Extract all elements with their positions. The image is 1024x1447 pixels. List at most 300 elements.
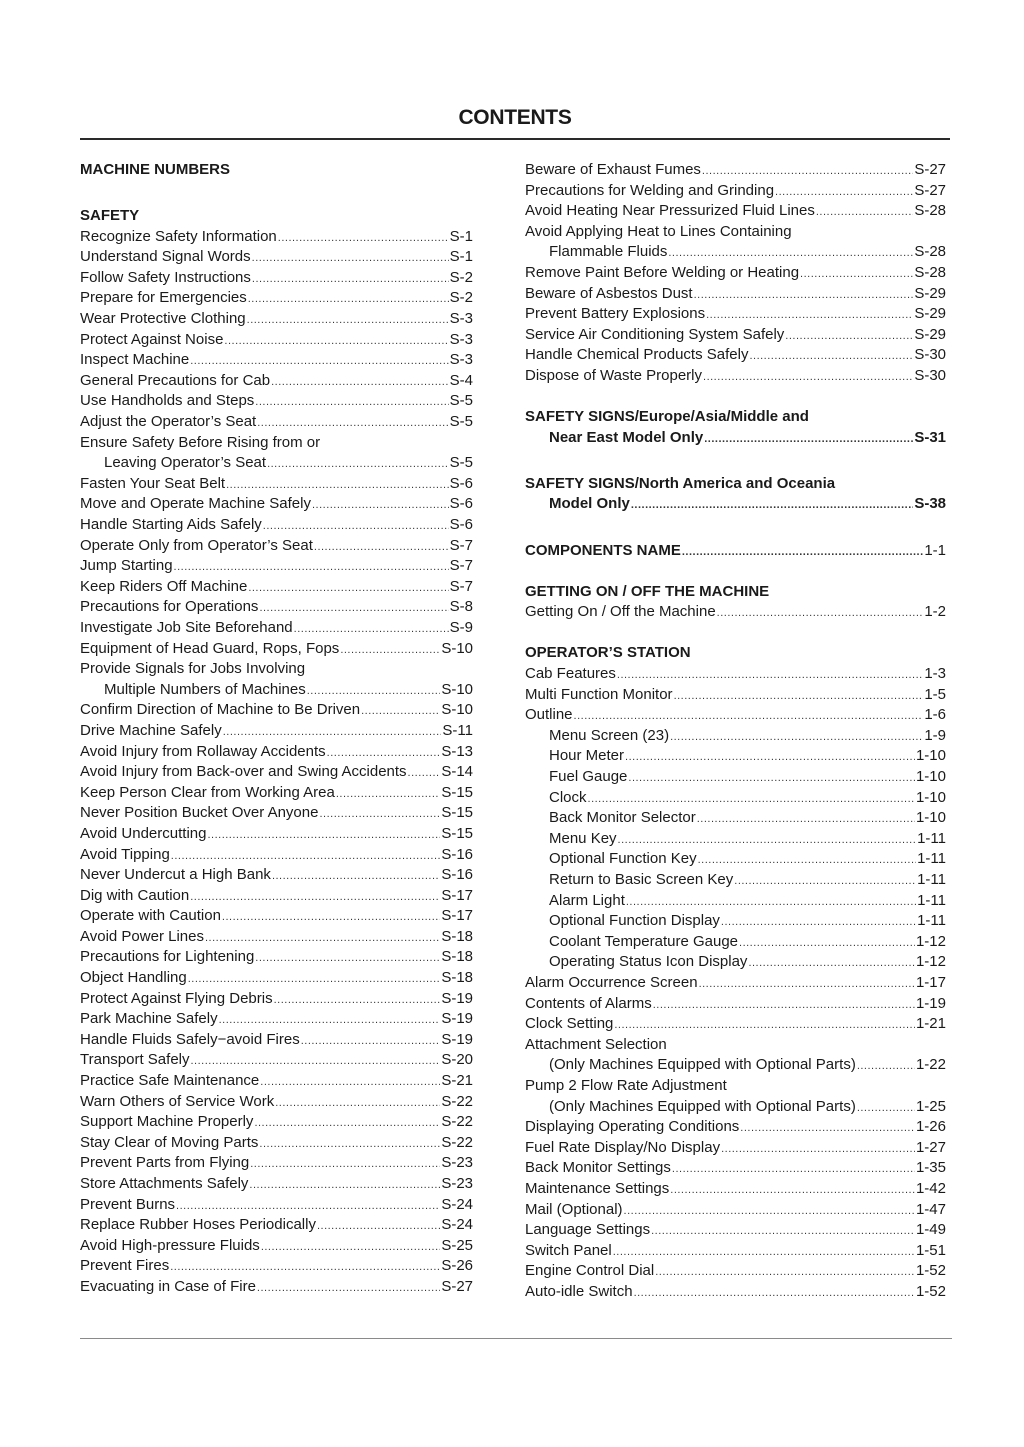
entry-page: S-29 [914,305,946,323]
entry-title: Object Handling [80,969,187,987]
dot-leader [314,536,449,558]
spacer [525,515,946,541]
toc-entry[interactable] [525,1097,946,1118]
entry-title: Support Machine Properly [80,1113,254,1131]
toc-entry-safety-signs-na[interactable] [525,494,946,515]
toc-entry[interactable] [80,618,473,639]
entry-page: S-38 [914,495,946,513]
toc-entry-title-line[interactable]: Avoid Applying Heat to Lines Containing [525,222,792,240]
entry-page: 1-10 [915,747,946,765]
dot-leader [190,350,448,372]
entry-page: S-27 [914,181,946,199]
toc-entry[interactable] [525,1055,946,1076]
entry-title: Contents of Alarms [525,994,652,1012]
entry-page: S-3 [449,351,473,369]
dot-leader [672,1158,915,1180]
entry-page: 1-11 [917,850,946,868]
toc-entry[interactable] [80,1112,473,1133]
dot-leader [255,947,440,969]
entry-title: Back Monitor Settings [525,1159,671,1177]
entry-title: Flammable Fluids [549,243,668,261]
entry-page: 1-9 [924,726,946,744]
toc-entry[interactable] [525,952,946,973]
dot-leader [275,1092,440,1114]
entry-page: S-17 [441,886,473,904]
toc-entry[interactable] [525,891,946,912]
toc-entry[interactable] [80,288,473,309]
toc-entry[interactable] [80,515,473,536]
toc-entry[interactable] [80,845,473,866]
entry-title: Operating Status Icon Display [549,953,748,971]
entry-page: S-17 [441,907,473,925]
dot-leader [257,412,448,434]
toc-entry[interactable] [80,1071,473,1092]
toc-entry-title-line[interactable]: Pump 2 Flow Rate Adjustment [525,1076,727,1094]
entry-title: Avoid Power Lines [80,927,204,945]
entry-title: Recognize Safety Information [80,227,277,245]
dot-leader [670,1179,915,1201]
entry-page: S-23 [441,1175,473,1192]
entry-title: Store Attachments Safely [80,1175,249,1192]
dot-leader [223,721,442,743]
dot-leader [749,345,913,367]
entry-title: (Only Machines Equipped with Optional Parts) [549,1097,856,1115]
dot-leader [674,685,924,707]
toc-entry[interactable] [80,309,473,330]
entry-title: Operate Only from Operator’s Seat [80,536,313,554]
entry-title: Protect Against Flying Debris [80,989,273,1007]
entry-title: COMPONENTS NAME [525,541,681,559]
dot-leader [625,746,915,768]
entry-page: 1-27 [915,1138,946,1156]
footer-rule [80,1338,952,1339]
toc-entry[interactable] [525,284,946,305]
dot-leader [176,1195,440,1217]
toc-entry[interactable] [525,994,946,1015]
toc-entry[interactable] [525,366,946,387]
toc-entry[interactable] [525,808,946,829]
toc-left-column [80,160,473,1298]
dot-leader [263,515,449,537]
entry-page: 1-52 [915,1262,946,1280]
entry-title: Alarm Occurrence Screen [525,973,698,991]
entry-title: Jump Starting [80,557,173,575]
entry-title: Prevent Parts from Flying [80,1154,250,1172]
dot-leader [226,474,449,496]
entry-page: 1-42 [915,1179,946,1197]
dot-leader [631,494,913,516]
dot-leader [748,952,915,974]
dot-leader [721,911,916,933]
page-title: CONTENTS [458,106,572,129]
toc-entry[interactable] [525,160,946,181]
toc-entry[interactable] [525,1138,946,1159]
entry-title: Never Undercut a High Bank [80,866,271,884]
toc-entry[interactable] [80,412,473,433]
toc-entry[interactable] [525,242,946,263]
entry-title: Equipment of Head Guard, Rops, Fops [80,639,340,657]
dot-leader [250,1153,440,1175]
dot-leader [274,989,441,1011]
entry-title: Getting On / Off the Machine [525,603,716,621]
entry-page: S-28 [914,243,946,261]
entry-title: Avoid Injury from Back-over and Swing Accidents [80,763,407,781]
entry-page: S-7 [449,577,473,595]
toc-entry[interactable] [525,201,946,222]
toc-entry[interactable] [80,494,473,515]
toc-entry[interactable] [80,989,473,1010]
dot-leader [271,371,449,393]
dot-leader [224,330,448,352]
toc-entry[interactable] [80,597,473,618]
operator-entry-list [525,664,946,1302]
toc-entry[interactable] [80,1153,473,1174]
dot-leader [170,1256,440,1278]
section-heading-operators-station[interactable]: OPERATOR’S STATION [525,644,691,662]
entry-title: Multi Function Monitor [525,685,673,703]
toc-entry[interactable] [80,1174,473,1195]
toc-entry[interactable] [525,870,946,891]
entry-page: 1-22 [915,1056,946,1074]
entry-title: Confirm Direction of Machine to Be Driven [80,701,361,719]
section-heading-safety-signs-eu[interactable]: SAFETY SIGNS/Europe/Asia/Middle and [525,408,809,426]
toc-entry[interactable] [525,263,946,284]
entry-page: 1-25 [915,1097,946,1115]
entry-page: S-22 [441,1113,473,1131]
entry-title: Precautions for Operations [80,598,259,616]
entry-page: S-19 [441,1010,473,1028]
entry-page: S-24 [441,1195,473,1213]
entry-title: Avoid Tipping [80,845,170,863]
toc-entry[interactable] [80,330,473,351]
entry-page: 1-2 [924,603,946,621]
entry-page: S-31 [914,428,946,446]
dot-leader [278,227,449,249]
entry-title: Investigate Job Site Beforehand [80,618,293,636]
dot-leader [702,160,913,182]
toc-entry[interactable] [80,1195,473,1216]
entry-title: Avoid High-pressure Fluids [80,1236,260,1254]
toc-entry[interactable] [525,911,946,932]
dot-leader [626,891,916,913]
dot-leader [222,906,440,928]
toc-entry[interactable] [80,639,473,660]
entry-page: 1-17 [915,973,946,991]
entry-title: Dispose of Waste Properly [525,366,703,384]
toc-entry[interactable] [80,1133,473,1154]
toc-entry[interactable] [80,1030,473,1051]
toc-entry[interactable] [80,371,473,392]
entry-title: Replace Rubber Hoses Periodically [80,1216,316,1234]
toc-entry-title-line[interactable]: Ensure Safety Before Rising from or [80,433,321,451]
entry-page: S-7 [449,536,473,554]
toc-entry[interactable] [525,1200,946,1221]
entry-title: Operate with Caution [80,907,221,925]
toc-entry[interactable] [80,721,473,742]
entry-page: S-30 [914,346,946,364]
toc-entry-title-line[interactable]: Attachment Selection [525,1035,667,1053]
toc-entry[interactable] [525,788,946,809]
toc-entry[interactable] [525,325,946,346]
spacer [525,448,946,474]
toc-entry[interactable] [80,227,473,248]
entry-title: Engine Control Dial [525,1262,655,1280]
section-heading-safety-signs-na[interactable]: SAFETY SIGNS/North America and Oceania [525,474,836,492]
entry-title: Outline [525,706,573,724]
dot-leader [340,639,440,661]
entry-page: S-8 [449,598,473,616]
entry-page: S-14 [441,763,473,781]
dot-leader [816,201,913,223]
entry-page: S-2 [449,289,473,307]
dot-leader [775,181,913,203]
entry-page: S-10 [441,701,473,719]
dot-leader [617,664,923,686]
toc-entry[interactable] [525,849,946,870]
dot-leader [734,870,916,892]
entry-page: 1-5 [924,685,946,703]
dot-leader [699,973,915,995]
spacer [525,561,946,582]
entry-title: Avoid Undercutting [80,824,207,842]
entry-title: Adjust the Operator’s Seat [80,413,257,431]
entry-title: Fuel Gauge [549,768,628,786]
toc-entry[interactable] [80,680,473,701]
entry-page: S-28 [914,263,946,281]
entry-page: S-28 [914,202,946,220]
toc-entry[interactable] [80,968,473,989]
dot-leader [717,602,924,624]
toc-entry[interactable] [80,783,473,804]
entry-page: S-5 [449,413,473,431]
entry-page: 1-11 [917,891,946,909]
toc-entry[interactable] [80,824,473,845]
toc-entry-title-line[interactable]: Provide Signals for Jobs Involving [80,660,306,678]
dot-leader [261,1236,441,1258]
toc-entry[interactable] [80,762,473,783]
toc-entry[interactable] [80,268,473,289]
dot-leader [272,865,440,887]
toc-entry[interactable] [80,577,473,598]
entry-page: 1-10 [915,809,946,827]
entry-page: S-19 [441,989,473,1007]
entry-title: Displaying Operating Conditions [525,1118,740,1136]
toc-entry[interactable] [80,906,473,927]
toc-entry[interactable] [525,1014,946,1035]
toc-entry[interactable] [525,1261,946,1282]
entry-page: S-23 [441,1154,473,1172]
dot-leader [704,428,913,450]
entry-title: Precautions for Welding and Grinding [525,181,775,199]
entry-page: 1-35 [915,1159,946,1177]
entry-page: S-19 [441,1030,473,1048]
toc-entry[interactable] [525,973,946,994]
entry-page: S-18 [441,927,473,945]
entry-title: Protect Against Noise [80,330,224,348]
toc-entry[interactable] [80,886,473,907]
entry-title: Prevent Burns [80,1195,176,1213]
entry-title: Clock [549,788,587,806]
entry-title: Return to Basic Screen Key [549,871,734,888]
toc-entry[interactable] [80,927,473,948]
toc-entry[interactable] [525,746,946,767]
toc-entry[interactable] [80,1256,473,1277]
dot-leader [857,1055,915,1077]
toc-entry[interactable] [525,1117,946,1138]
toc-entry[interactable] [80,536,473,557]
dot-leader [248,288,449,310]
toc-entry[interactable] [525,932,946,953]
dot-leader [190,886,440,908]
toc-entry[interactable] [80,556,473,577]
dot-leader [655,1261,915,1283]
entry-title: Inspect Machine [80,351,190,369]
entry-page: S-6 [449,474,473,492]
dot-leader [574,705,924,727]
toc-entry[interactable] [525,664,946,685]
section-heading-safety[interactable]: SAFETY [80,207,140,225]
entry-title: Remove Paint Before Welding or Heating [525,263,800,281]
toc-entry[interactable] [525,1158,946,1179]
entry-page: S-18 [441,948,473,966]
dot-leader [653,994,915,1016]
dot-leader [698,849,916,871]
toc-entry[interactable] [80,474,473,495]
entry-page: 1-10 [915,768,946,786]
dot-leader [651,1220,915,1242]
entry-title: Beware of Exhaust Fumes [525,161,701,178]
dot-leader [219,1009,441,1031]
toc-entry[interactable] [525,1220,946,1241]
toc-entry[interactable] [525,181,946,202]
entry-title: Dig with Caution [80,886,190,904]
dot-leader [408,762,441,784]
entry-page: S-2 [449,268,473,286]
dot-leader [739,932,915,954]
entry-page: S-10 [441,680,473,698]
entry-page: 1-47 [915,1200,946,1218]
entry-page: S-30 [914,366,946,384]
toc-entry[interactable] [80,1215,473,1236]
entry-title: Leaving Operator’s Seat [104,454,267,472]
toc-entry[interactable] [525,829,946,850]
toc-entry[interactable] [525,345,946,366]
entry-title: Precautions for Lightening [80,948,255,966]
entry-page: S-13 [441,742,473,760]
entry-title: Keep Person Clear from Working Area [80,783,335,801]
entry-title: Use Handholds and Steps [80,392,255,410]
entry-title: Stay Clear of Moving Parts [80,1133,259,1151]
entry-title: Clock Setting [525,1015,614,1033]
entry-title: Warn Others of Service Work [80,1092,275,1110]
toc-entry[interactable] [525,705,946,726]
toc-entry[interactable] [80,350,473,371]
entry-page: S-18 [441,969,473,987]
dot-leader [257,1277,440,1299]
entry-page: S-15 [441,824,473,842]
toc-entry-components-name[interactable] [525,541,946,562]
toc-entry[interactable] [80,391,473,412]
entry-page: S-7 [449,557,473,575]
entry-page: S-16 [441,845,473,863]
entry-page: S-27 [914,161,946,178]
dot-leader [857,1097,915,1119]
entry-title: Alarm Light [549,891,625,909]
toc-entry[interactable] [525,767,946,788]
entry-page: S-22 [441,1092,473,1110]
toc-entry[interactable] [80,453,473,474]
dot-leader [312,494,449,516]
toc-entry[interactable] [525,1241,946,1262]
title-rule [80,138,950,140]
toc-entry[interactable] [525,726,946,747]
dot-leader [682,541,923,563]
dot-leader [706,304,913,326]
toc-entry[interactable] [80,1009,473,1030]
entry-page: 1-52 [915,1282,946,1300]
toc-entry[interactable] [80,700,473,721]
toc-entry[interactable] [80,947,473,968]
toc-entry[interactable] [80,865,473,886]
entry-page: S-16 [441,866,473,884]
toc-entry-safety-signs-eu[interactable] [525,428,946,449]
toc-entry[interactable] [80,1277,473,1298]
dot-leader [361,700,440,722]
dot-leader [624,1200,915,1222]
entry-title: Hour Meter [549,747,625,765]
safety-entry-list [80,227,473,1298]
entry-page: S-3 [449,310,473,328]
entry-title: Prepare for Emergencies [80,289,247,307]
dot-leader [188,968,441,990]
entry-title: Handle Fluids Safely−avoid Fires [80,1030,300,1048]
entry-title: Optional Function Key [549,850,697,868]
dot-leader [800,263,913,285]
entry-title: Multiple Numbers of Machines [104,680,306,698]
dot-leader [319,803,440,825]
toc-entry[interactable] [525,1179,946,1200]
dot-leader [721,1138,915,1160]
toc-entry[interactable] [525,685,946,706]
entry-title: Evacuating in Case of Fire [80,1277,256,1295]
dot-leader [254,1112,440,1134]
toc-entry[interactable] [525,1282,946,1303]
entry-title: Handle Chemical Products Safely [525,346,749,364]
entry-page: S-4 [449,371,473,389]
entry-title: Prevent Fires [80,1257,170,1275]
entry-title: Optional Function Display [549,912,720,930]
toc-entry[interactable] [80,1092,473,1113]
section-heading-getting-on-off[interactable]: GETTING ON / OFF THE MACHINE [525,582,770,600]
toc-entry[interactable] [80,247,473,268]
toc-entry[interactable] [80,803,473,824]
toc-entry[interactable] [80,1050,473,1071]
entry-page: 1-1 [924,541,946,559]
entry-title: Mail (Optional) [525,1200,623,1218]
toc-entry[interactable] [80,1236,473,1257]
toc-entry-getting-on-off[interactable] [525,602,946,623]
entry-page: S-15 [441,804,473,822]
toc-entry[interactable] [80,742,473,763]
toc-entry[interactable] [525,304,946,325]
entry-page: 1-49 [915,1221,946,1239]
entry-page: 1-6 [924,706,946,724]
entry-page: 1-11 [917,912,946,930]
entry-title: Auto-idle Switch [525,1282,633,1300]
section-heading-machine-numbers[interactable]: MACHINE NUMBERS [80,161,230,178]
entry-page: S-26 [441,1257,473,1275]
dot-leader [668,242,913,264]
